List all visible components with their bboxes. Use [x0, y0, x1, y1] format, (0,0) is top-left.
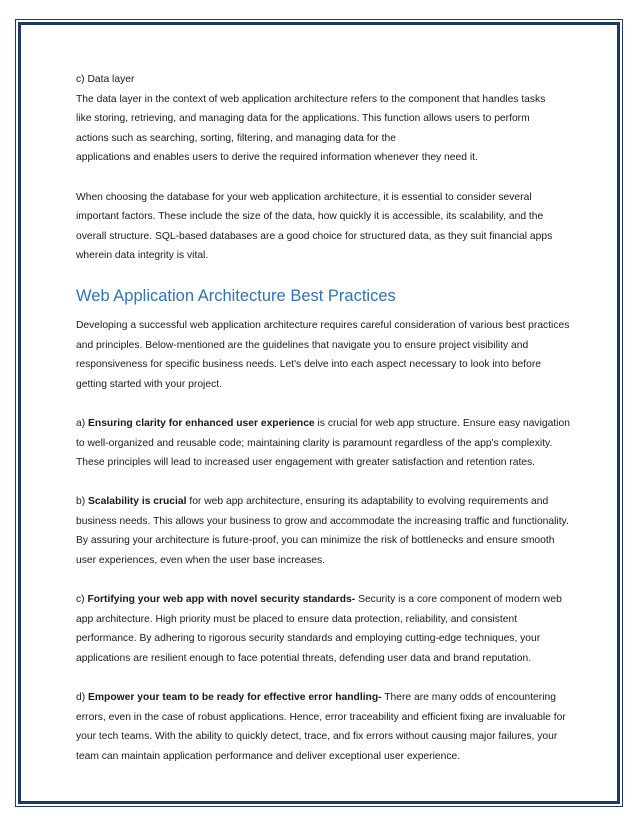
item-prefix: c)	[76, 594, 88, 606]
data-layer-heading: c) Data layer	[76, 74, 135, 85]
document-body	[76, 70, 570, 786]
item-prefix: b)	[76, 496, 89, 508]
item-prefix: d)	[76, 692, 89, 704]
data-layer-line: actions such as searching, sorting, filtering, and managing data for the	[76, 132, 396, 144]
data-layer-section	[76, 70, 570, 266]
data-layer-line: like storing, retrieving, and managing data for the applications. This function allows users to perform	[76, 113, 530, 125]
item-text: for web app architecture, ensuring its adaptability to evolving requirements and business needs. This allows your business to grow and accommodate the increasing traffic and functionality. By assuring your architecture is future-proof, you can minimize the risk of bottlenecks and ensure smooth user experiences, even when the user base increases.	[76, 496, 569, 567]
database-choice-paragraph: When choosing the database for your web application architecture, it is essential to consider several important factors. These include the size of the data, how quickly it is accessible, its scalability, and the overall structure. SQL-based databases are a good choice for structured data, as they suit financial apps wherein data integrity is vital.	[76, 191, 553, 262]
best-practice-item	[76, 590, 570, 668]
best-practice-item	[76, 414, 570, 473]
best-practice-item	[76, 492, 570, 570]
item-emphasis: Fortifying your web app with novel security standards-	[87, 594, 356, 606]
item-text: There are many odds of encountering errors, even in the case of robust applications. Hence, error traceability and efficient fixing are invaluable for your tech teams. With the ability to quickly detect, trace, and fix errors without causing major failures, your team can maintain application performance and deliver exceptional user experience.	[76, 692, 566, 762]
item-emphasis: Scalability is crucial	[88, 496, 187, 508]
best-practices-heading: Web Application Architecture Best Practices	[76, 286, 396, 305]
item-emphasis: Empower your team to be ready for effective error handling-	[88, 692, 382, 704]
best-practices-intro: Developing a successful web application architecture requires careful consideration of various best practices and principles. Below-mentioned are the guidelines that navigate you to ensure project visibility and responsiveness for specific business needs. Let's delve into each aspect necessary to look into before getting started with your project.	[76, 319, 570, 390]
best-practice-item	[76, 688, 570, 766]
item-prefix: a)	[76, 417, 89, 429]
item-text: Security is a core component of modern web app architecture. High priority must be placed to ensure data protection, reliability, and consistent performance. By adhering to rigorous security standards and employing cutting-edge techniques, your applications are resilient enough to face potential threats, defending user data and brand reputation.	[76, 594, 562, 665]
item-emphasis: Ensuring clarity for enhanced user experience	[88, 417, 315, 429]
data-layer-line: applications and enables users to derive the required information whenever they need it.	[76, 152, 478, 164]
item-text: is crucial for web app structure. Ensure easy navigation to well-organized and reusable code; maintaining clarity is paramount regardless of the app's complexity. These principles will lead to increased user engagement with greater satisfaction and retention rates.	[76, 417, 570, 469]
data-layer-line: The data layer in the context of web application architecture refers to the component that handles tasks	[76, 93, 546, 105]
